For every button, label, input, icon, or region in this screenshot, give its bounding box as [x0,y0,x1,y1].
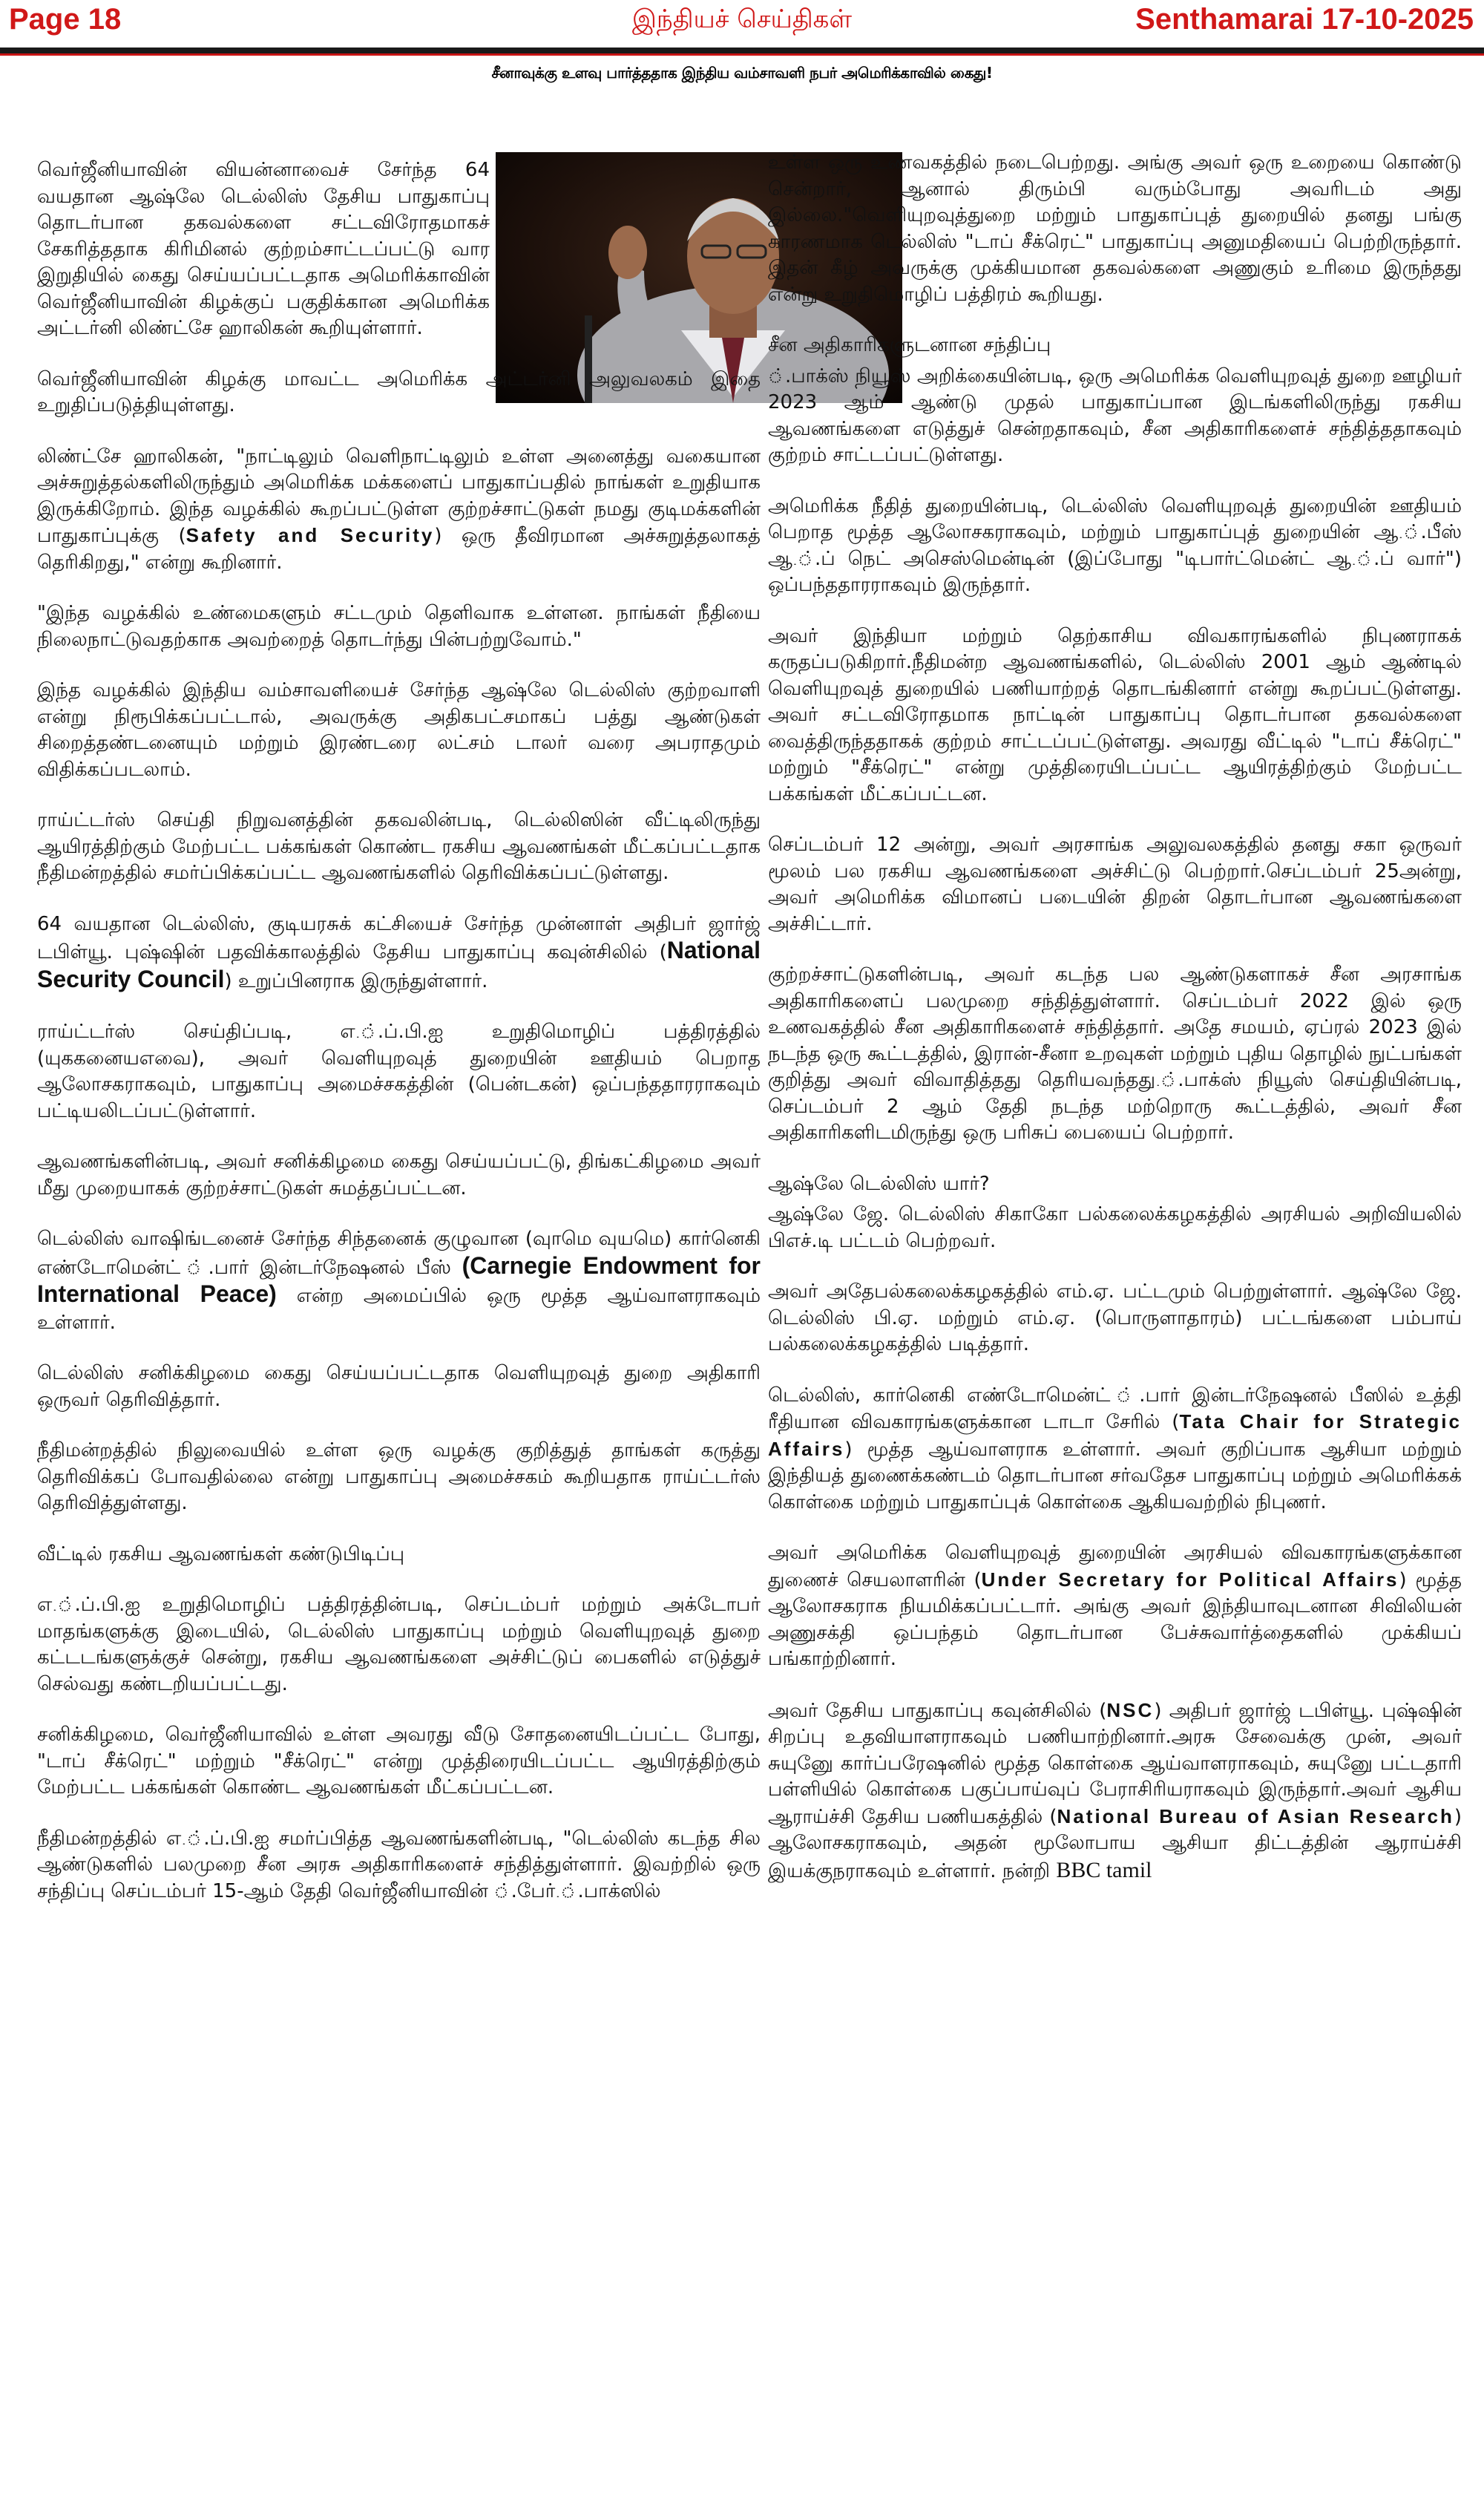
paragraph: நீதிமன்றத்தில் எ.்.ப்.பி.ஐ சமர்ப்பித்த ஆவணங்களின்படி, "டெல்லிஸ் கடந்த சில ஆண்டுகளில் பலமுறை சீன அரசு அதிகாரிகளைச் சந்தித்துள்ளார். இவற்றில் ஒரு சந்திப்பு செப்டம்பர் 15-ஆம் தேதி வெர்ஜீனியாவின் ்.பேர்.்.பாக்ஸில் [37,1827,761,1902]
page-header [0,0,1484,61]
paragraph: அவர் அதேபல்கலைக்கழகத்தில் எம்.ஏ. பட்டமும் பெற்றுள்ளார். ஆஷ்லே ஜே. டெல்லிஸ் பி.ஏ. மற்றும் எம்.ஏ. (பொருளாதாரம்) பட்டங்களை பம்பாய் பல்கலைக்கழகத்தில் படித்தார். [768,1280,1462,1355]
text-run: அவர் அமெரிக்க வெளியுறவுத் துறையின் அரசியல் விவகாரங்களுக்கான துணைச் செயலாளரின் ( [768,1542,1462,1591]
english-term: National Security Council [37,937,761,992]
english-term: Tata Chair for Strategic Affairs [768,1410,1462,1460]
paragraph: இந்த வழக்கில் இந்திய வம்சாவளியைச் சேர்ந்த ஆஷ்லே டெல்லிஸ் குற்றவாளி என்று நிரூபிக்கப்பட்டால், அவருக்கு அதிகபட்சமாகப் பத்து ஆண்டுகள் சிறைத்தண்டனையும் மற்றும் இரண்டரை லட்சம் டாலர் வரை அபராதமும் விதிக்கப்படலாம். [37,679,761,781]
paragraph: டெல்லிஸ் சனிக்கிழமை கைது செய்யப்பட்டதாக வெளியுறவுத் துறை அதிகாரி ஒருவர் தெரிவித்தார். [37,1362,761,1411]
credit: BBC tamil [1056,1857,1152,1882]
paragraph: உள்ள ஒரு உணவகத்தில் நடைபெற்றது. அங்கு அவர் ஒரு உறையை கொண்டு சென்றார், ஆனால் திரும்பி வரும்போது அவரிடம் அது இல்லை."வெளியுறவுத்துறை மற்றும் பாதுகாப்புத் துறையில் தனது பங்கு காரணமாக டெல்லிஸ் "டாப் சீக்ரெட்" பாதுகாப்பு அனுமதியைப் பெற்றிருந்தார். இதன் கீழ் அவருக்கு முக்கியமான தகவல்களை அணுகும் உரிமை இருந்தது என்று உறுதிமொழிப் பத்திரம் கூறியது. [768,151,1462,306]
text-run: ) அதிபர் ஜார்ஜ் டபிள்யூ. புஷ்ஷின் சிறப்பு உதவியாளராகவும் பணியாற்றினார்.அரசு சேவைக்கு முன், அவர் சுயுனுே கார்ப்பரேஷனில் மூத்த கொள்கை ஆய்வாளராகவும், சுயுனுே பட்டதாரி பள்ளியில் கொள்கை பகுப்பாய்வுப் பேராசிரியராகவும் இருந்தார்.அவர் ஆசிய ஆராய்ச்சி தேசிய பணியகத்தில் ( [768,1699,1462,1828]
paragraph: ராய்ட்டர்ஸ் செய்திப்படி, எ.்.ப்.பி.ஐ உறுதிமொழிப் பத்திரத்தில் (யுககனையஎவை), அவர் வெளியுறவுத் துறையின் ஊதியம் பெறாத ஆலோசகராகவும், பாதுகாப்பு அமைச்சகத்தின் (பென்டகன்) ஒப்பந்ததாரராகவும் பட்டியலிடப்பட்டுள்ளார். [37,1021,761,1122]
page-number: Page 18 [9,3,122,36]
english-term: (Carnegie Endowment for International Peace) [37,1251,761,1307]
paper-name: Senthamarai [1135,3,1314,36]
text-run: டெல்லிஸ், கார்னெகி எண்டோமென்ட் ்.பார் இன்டர்நேஷனல் பீஸில் உத்தி ரீதியான விவகாரங்களுக்கான டாடா சேரில் ( [768,1384,1462,1433]
paragraph: "இந்த வழக்கில் உண்மைகளும் சட்டமும் தெளிவாக உள்ளன. நாங்கள் நீதியை நிலைநாட்டுவதற்காக அவற்றைத் தொடர்ந்து பின்பற்றுவோம்." [37,602,761,651]
text-run: என்ற அமைப்பில் ஒரு மூத்த ஆய்வாளராகவும் உள்ளார். [37,1285,761,1334]
paragraph [37,1226,761,1336]
paragraph: குற்றச்சாட்டுகளின்படி, அவர் கடந்த பல ஆண்டுகளாகச் சீன அரசாங்க அதிகாரிகளைப் பலமுறை சந்தித்துள்ளார். செப்டம்பர் 2022 இல் ஒரு உணவகத்தில் சீன அதிகாரிகளைச் சந்தித்தார். அதே சமயம், ஏப்ரல் 2023 இல் நடந்த ஒரு கூட்டத்தில், இரான்-சீனா உறவுகள் மற்றும் புதிய தொழில் நுட்பங்கள் குறித்து அவர் விவாதித்தது தெரியவந்தது.்.பாக்ஸ் நியூஸ் செய்தியின்படி, செப்டம்பர் 2 ஆம் தேதி நடந்த மற்றொரு கூட்டத்தில், அவர் சீன அதிகாரிகளிடமிருந்து ஒரு பரிசுப் பையைப் பெற்றார். [768,963,1462,1144]
paragraph [768,1540,1462,1673]
headline: சீனாவுக்கு உளவு பார்த்ததாக இந்திய வம்சாவளி நபர் அமெரிக்காவில் கைது! [491,64,993,82]
paragraph: ஆஷ்லே ஜே. டெல்லிஸ் சிகாகோ பல்கலைக்கழகத்தில் அரசியல் அறிவியலில் பிஎச்.டி பட்டம் பெற்றவர். [768,1203,1462,1252]
text-run: ) மூத்த ஆலோசகராக நியமிக்கப்பட்டார். அங்கு அவர் இந்தியாவுடனான சிவிலியன் அணுசக்தி ஒப்பந்தம் தொடர்பான பேச்சுவார்த்தைகளில் முக்கியப் பங்காற்றினார். [768,1568,1462,1670]
paragraph [768,1383,1462,1516]
text-run: ) ஆலோசகராகவும், அதன் மூலோபாய ஆசியா திட்டத்தின் ஆராய்ச்சி இயக்குநராகவும் உள்ளார். நன்றி [768,1805,1462,1882]
paragraph: வெர்ஜீனியாவின் வியன்னாவைச் சேர்ந்த 64 வயதான ஆஷ்லே டெல்லிஸ் தேசிய பாதுகாப்பு தொடர்பான தகவல்களை சட்டவிரோதமாகச் சேகரித்ததாக கிரிமினல் குற்றம்சாட்டப்பட்டு வார இறுதியில் கைது செய்யப்பட்டதாக அமெரிக்காவின் வெர்ஜீனியாவின் கிழக்குப் பகுதிக்கான அமெரிக்க அட்டர்னி லிண்ட்சே ஹாலிகன் கூறியுள்ளார். [37,159,490,339]
text-run: ) ஒரு தீவிரமான அச்சுறுத்தலாகத் தெரிகிறது," என்று கூறினார். [37,525,761,574]
paragraph: வெர்ஜீனியாவின் கிழக்கு மாவட்ட அமெரிக்க அட்டர்னி அலுவலகம் இதை உறுதிப்படுத்தியுள்ளது. [37,367,761,416]
english-term: Safety and Security [186,524,435,546]
text-run: அவர் தேசிய பாதுகாப்பு கவுன்சிலில் ( [768,1699,1107,1722]
right-column [768,150,1462,1885]
english-term: NSC [1106,1698,1155,1721]
paragraph: அமெரிக்க நீதித் துறையின்படி, டெல்லிஸ் வெளியுறவுத் துறையின் ஊதியம் பெறாத மூத்த ஆலோசகராகவும், மற்றும் பாதுகாப்புத் துறையின் ஆ.்.பீஸ் ஆ.்.ப் நெட் அசெஸ்மென்டின் (இப்போது "டிபார்ட்மென்ட் ஆ.்.ப் வார்") ஒப்பந்ததாரராகவும் இருந்தார். [768,494,1462,596]
issue-date: 17-10-2025 [1322,3,1474,36]
text-run: லிண்ட்சே ஹாலிகன், "நாட்டிலும் வெளிநாட்டிலும் உள்ள அனைத்து வகையான அச்சுறுத்தல்களிலிருந்தும் அமெரிக்க மக்களைப் பாதுகாப்பதில் நாங்கள் உறுதியாக இருக்கிறோம். இந்த வழக்கில் கூறப்பட்டுள்ள குற்றச்சாட்டுகள் நமது குடிமக்களின் பாதுகாப்புக்கு ( [37,445,761,547]
subheading: சீன அதிகாரிகளுடனான சந்திப்பு [768,334,1051,356]
paragraph: நீதிமன்றத்தில் நிலுவையில் உள்ள ஒரு வழக்கு குறித்துத் தாங்கள் கருத்து தெரிவிக்கப் போவதில்லை என்று பாதுகாப்பு அமைச்சகம் கூறியதாக ராய்ட்டர்ஸ் தெரிவித்துள்ளது. [37,1439,761,1514]
paragraph: எ.்.ப்.பி.ஐ உறுதிமொழிப் பத்திரத்தின்படி, செப்டம்பர் மற்றும் அக்டோபர் மாதங்களுக்கு இடையில், டெல்லிஸ் பாதுகாப்பு மற்றும் வெளியுறவுத் துறை கட்டடங்களுக்குச் சென்று, ரகசிய ஆவணங்களை அச்சிட்டுப் பைகளில் எடுத்துச் செல்வது கண்டறியப்பட்டது. [37,1594,761,1695]
paragraph: சனிக்கிழமை, வெர்ஜீனியாவில் உள்ள அவரது வீடு சோதனையிடப்பட்ட போது, "டாப் சீக்ரெட்" மற்றும் "சீக்ரெட்" என்று முத்திரையிடப்பட்ட ஆயிரத்திற்கும் மேற்பட்ட பக்கங்கள் கொண்ட ஆவணங்கள் மீட்கப்பட்டன. [37,1724,761,1798]
text-run: ) மூத்த ஆய்வாளராக உள்ளார். அவர் குறிப்பாக ஆசியா மற்றும் இந்தியத் துணைக்கண்டம் தொடர்பான சர்வதேச பாதுகாப்பு மற்றும் அமெரிக்கக் கொள்கை மற்றும் பாதுகாப்புக் கொள்கை ஆகியவற்றில் நிபுணர். [768,1438,1462,1513]
left-column [37,157,761,1905]
paragraph: ்.பாக்ஸ் நியூஸ் அறிக்கையின்படி, ஒரு அமெரிக்க வெளியுறவுத் துறை ஊழியர் 2023 ஆம் ஆண்டு முதல் பாதுகாப்பான இடங்களிலிருந்து ரகசிய ஆவணங்களை எடுத்துச் சென்றதாகவும், சீன அதிகாரிகளைச் சந்தித்ததாகவும் குற்றம் சாட்டப்பட்டுள்ளது. [768,364,1462,466]
paragraph [37,444,761,577]
english-term: National Bureau of Asian Research [1057,1804,1454,1827]
subheading: வீட்டில் ரகசிய ஆவணங்கள் கண்டுபிடிப்பு [37,1542,405,1565]
masthead-date [1135,3,1474,36]
paragraph: செப்டம்பர் 12 அன்று, அவர் அரசாங்க அலுவலகத்தில் தனது சகா ஒருவர் மூலம் பல ரகசிய ஆவணங்களை அச்சிட்டு பெற்றார்.செப்டம்பர் 25அன்று, அவர் அமெரிக்க விமானப் படையின் திறன் தொடர்பான ஆவணங்களை அச்சிட்டார். [768,834,1462,935]
section-name: இந்தியச் செய்திகள் [631,4,853,34]
english-term: Under Secretary for Political Affairs [981,1568,1399,1591]
text-run: 64 வயதான டெல்லிஸ், குடியரசுக் கட்சியைச் சேர்ந்த முன்னாள் அதிபர் ஜார்ஜ் டபிள்யூ. புஷ்ஷின் பதவிக்காலத்தில் தேசிய பாதுகாப்பு கவுன்சிலில் ( [37,912,761,963]
paragraph: ராய்ட்டர்ஸ் செய்தி நிறுவனத்தின் தகவலின்படி, டெல்லிஸின் வீட்டிலிருந்து ஆயிரத்திற்கும் மேற்பட்ட பக்கங்கள் கொண்ட ரகசிய ஆவணங்கள் மீட்கப்பட்டதாக நீதிமன்றத்தில் சமர்ப்பிக்கப்பட்ட ஆவணங்களில் தெரிவிக்கப்பட்டுள்ளது. [37,809,761,884]
text-run: டெல்லிஸ் வாஷிங்டனைச் சேர்ந்த சிந்தனைக் குழுவான (வுாமெ வுயமெ) கார்னெகி எண்டோமென்ட் ்.பார் இன்டர்நேஷனல் பீஸ் [37,1228,761,1279]
paragraph [37,911,761,995]
text-run: ) உறுப்பினராக இருந்துள்ளார். [224,969,488,992]
paragraph: ஆவணங்களின்படி, அவர் சனிக்கிழமை கைது செய்யப்பட்டு, திங்கட்கிழமை அவர் மீது முறையாகக் குற்றச்சாட்டுகள் சுமத்தப்பட்டன. [37,1150,761,1199]
paragraph [768,1698,1462,1885]
paragraph: அவர் இந்தியா மற்றும் தெற்காசிய விவகாரங்களில் நிபுணராகக் கருதப்படுகிறார்.நீதிமன்ற ஆவணங்களில், டெல்லிஸ் 2001 ஆம் ஆண்டில் வெளியுறவுத் துறையில் பணியாற்றத் தொடங்கினார் என்று கூறப்பட்டுள்ளது. அவர் சட்டவிரோதமாக நாட்டின் பாதுகாப்பு தொடர்பான தகவல்களை வைத்திருந்ததாகக் குற்றம் சாட்டப்பட்டுள்ளது. அவரது வீட்டில் "டாப் சீக்ரெட்" மற்றும் "சீக்ரெட்" என்று முத்திரையிடப்பட்ட ஆயிரத்திற்கும் மேற்பட்ட பக்கங்கள் மீட்கப்பட்டன. [768,624,1462,805]
header-rule [0,48,1484,56]
subheading: ஆஷ்லே டெல்லிஸ் யார்? [768,1172,990,1195]
